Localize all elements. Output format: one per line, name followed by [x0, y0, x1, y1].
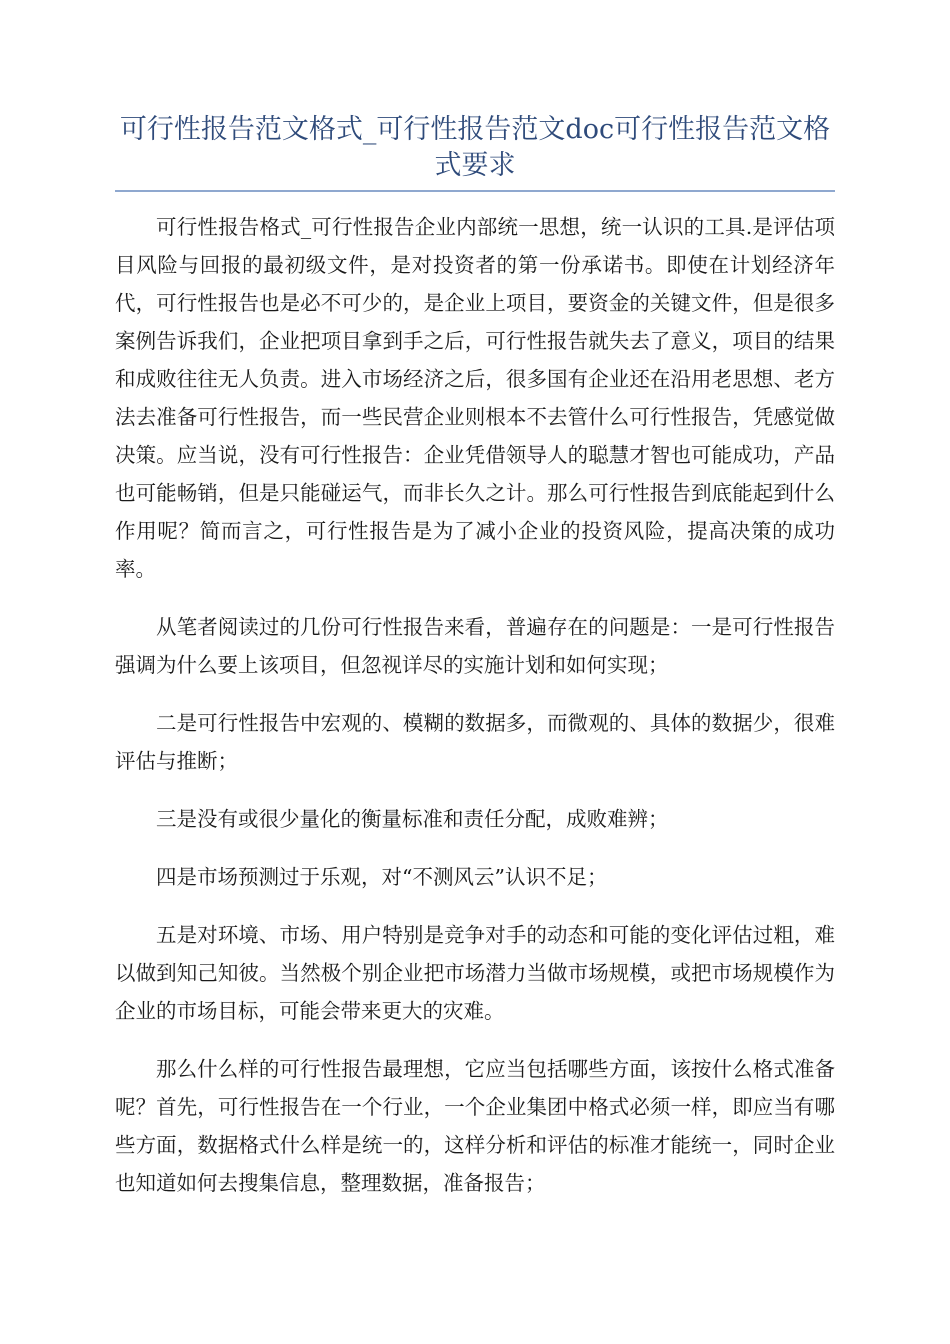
paragraph-5: 四是市场预测过于乐观，对“不测风云”认识不足； [156, 865, 608, 889]
paragraph-4: 三是没有或很少量化的衡量标准和责任分配，成败难辨； [156, 807, 669, 831]
document-page [115, 112, 835, 1222]
paragraph-3: 二是可行性报告中宏观的、模糊的数据多，而微观的、具体的数据少，很难评估与推断； [115, 711, 835, 773]
paragraph-6: 五是对环境、市场、用户特别是竞争对手的动态和可能的变化评估过粗，难以做到知己知彼。当然极个别企业把市场潜力当做市场规模，或把市场规模作为企业的市场目标，可能会带来更大的灾难。 [115, 923, 835, 1023]
title-divider [115, 190, 835, 192]
paragraph-7: 那么什么样的可行性报告最理想，它应当包括哪些方面，该按什么格式准备呢？首先，可行性报告在一个行业，一个企业集团中格式必须一样，即应当有哪些方面，数据格式什么样是统一的，这样分析和评估的标准才能统一，同时企业也知道如何去搜集信息，整理数据，准备报告； [115, 1057, 835, 1195]
paragraph-2: 从笔者阅读过的几份可行性报告来看，普遍存在的问题是：一是可行性报告强调为什么要上该项目，但忽视详尽的实施计划和如何实现； [115, 615, 835, 677]
document-title: 可行性报告范文格式_可行性报告范文doc可行性报告范文格式要求 [119, 114, 831, 181]
paragraph-1: 可行性报告格式_可行性报告企业内部统一思想，统一认识的工具.是评估项目风险与回报的最初级文件，是对投资者的第一份承诺书。即使在计划经济年代，可行性报告也是必不可少的，是企业上项目，要资金的关键文件，但是很多案例告诉我们，企业把项目拿到手之后，可行性报告就失去了意义，项目的结果和成败往往无人负责。进入市场经济之后，很多国有企业还在沿用老思想、老方法去准备可行性报告，而一些民营企业则根本不去管什么可行性报告，凭感觉做决策。应当说，没有可行性报告：企业凭借领导人的聪慧才智也可能成功，产品也可能畅销，但是只能碰运气，而非长久之计。那么可行性报告到底能起到什么作用呢？简而言之，可行性报告是为了减小企业的投资风险，提高决策的成功率。 [115, 215, 835, 581]
